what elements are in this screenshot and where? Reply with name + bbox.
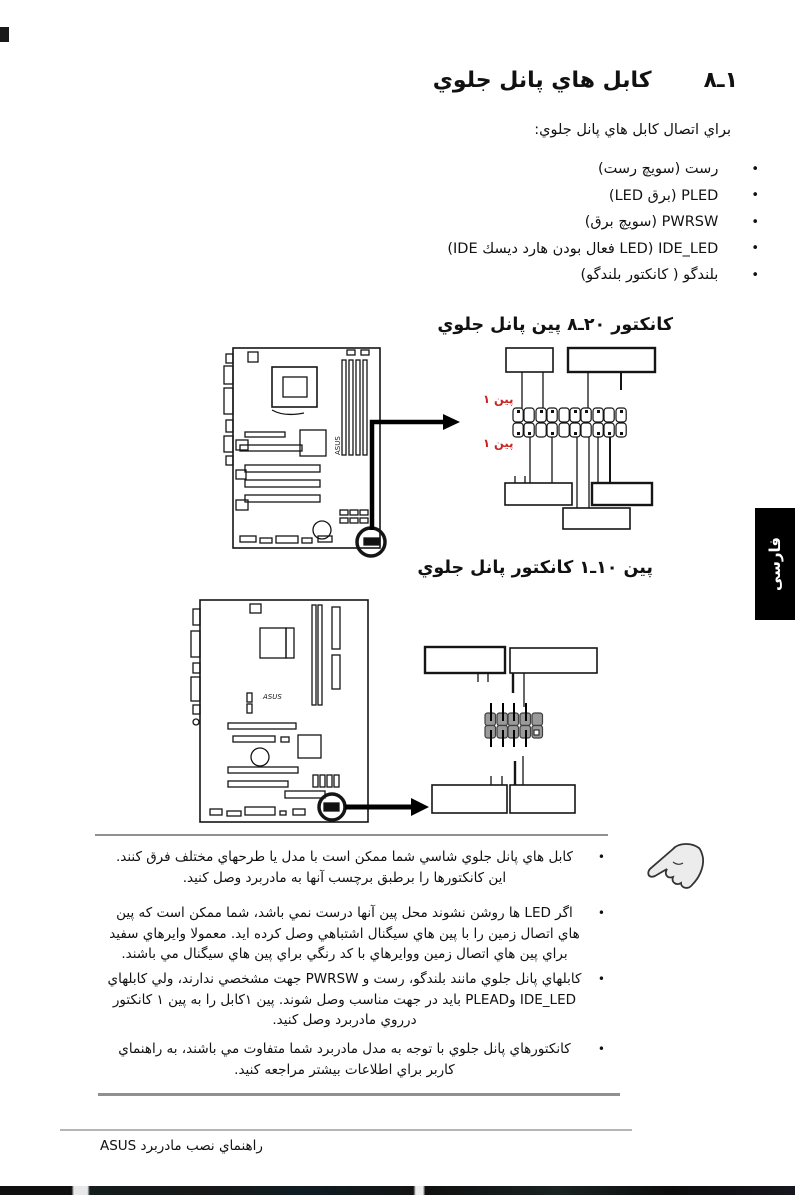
pin1-label-top: پين ۱: [483, 392, 514, 406]
bullet-icon: •: [751, 161, 759, 177]
list-item: [447, 236, 759, 263]
list-item: [447, 262, 759, 289]
language-tab: [755, 508, 795, 620]
pin1-label-bottom: پين ۱: [483, 436, 514, 450]
board-logo-text: ASUS: [263, 693, 282, 701]
bullet-icon: •: [751, 188, 759, 204]
footer-divider: [60, 1129, 632, 1131]
footer-text: راهنماي نصب مادربرد ASUS: [100, 1138, 263, 1154]
cable-label: PLED (برق LED): [608, 187, 719, 204]
cable-label: رست (سويچ رست): [597, 161, 719, 178]
bullet-icon: •: [597, 850, 605, 864]
note-text: كانكتورهاي پانل جلوي با توجه به مدل مادربرد شما متفاوت مي باشند، به راهنماي كاربر براي اطلاعات بيشتر مراجعه كنيد.: [118, 1041, 571, 1078]
pin-header-graphic: [485, 703, 543, 747]
scan-edge-artifact: [0, 1186, 795, 1195]
note-item: [105, 1039, 605, 1080]
motherboard-diagram-10-1: [185, 595, 655, 840]
callout-arrow: [345, 798, 429, 816]
bullet-icon: •: [597, 1042, 605, 1056]
language-tab-label: فارسی: [766, 536, 784, 592]
bullet-icon: •: [751, 241, 759, 257]
list-item: [447, 183, 759, 210]
motherboard-outline: [224, 348, 380, 548]
motherboard-outline: [191, 600, 368, 822]
note-text: اگر LED ها روشن نشوند محل پين آنها درست نمي باشد، شما ممكن است كه پين هاي اتصال زمين را با پين هاي سيگنال اشتباهي وصل كرده ايد. معمولا وايرهاي سفيد براي پين هاي اتصال زمين ووايرهاي با كد رنگي براي پين هاي سيگنال مي باشند.: [109, 905, 580, 962]
note-item: [105, 847, 605, 888]
note-text: كابل هاي پانل جلوي شاسي شما ممكن است با مدل يا طرحهاي مختلف فرق كنند. اين كانكتورها را برطبق برچسب آنها به مادربرد وصل كنيد.: [115, 849, 573, 886]
pointing-hand-icon: [636, 840, 714, 898]
section-title: كابل هاي پانل جلوي: [432, 68, 652, 93]
motherboard-diagram-20-8: [200, 340, 670, 568]
board-logo-text: ASUS: [334, 436, 342, 455]
list-item: [447, 156, 759, 183]
intro-text: براي اتصال كابل هاي پانل جلوي:: [534, 122, 731, 138]
diagram-10-1-heading: پين ۱۰ـ۱ كانكتور پانل جلوي: [417, 558, 653, 578]
cable-label: PWRSW (سويچ برق): [584, 214, 719, 231]
cable-label: بلندگو ( كانكتور بلندگو): [580, 267, 719, 284]
note-text: كابلهاي پانل جلوي مانند بلندگو، رست و PWRSW جهت مشخصي ندارند، ولي كابلهاي IDE_LED وPLEAD بايد در جهت مناسب وصل شوند. پين ۱كابل را به پين ۱ كانكتور درروي مادربرد وصل كنيد.: [107, 971, 582, 1028]
section-heading: [433, 68, 738, 93]
cable-label: IDE_LED (LED فعال بودن هارد ديسك IDE): [447, 240, 719, 257]
pin-header-graphic: [513, 408, 626, 437]
cable-list: [447, 156, 759, 289]
list-item: [447, 209, 759, 236]
bullet-icon: •: [751, 214, 759, 230]
bullet-icon: •: [597, 906, 605, 920]
note-item: [105, 903, 605, 965]
section-number: ۱ـ۸: [703, 68, 738, 93]
notes-top-divider: [95, 834, 608, 836]
callout-arrow: [372, 414, 460, 530]
bullet-icon: •: [751, 267, 759, 283]
notes-bottom-divider: [98, 1093, 620, 1096]
bullet-icon: •: [597, 972, 605, 986]
note-item: [105, 969, 605, 1031]
scan-corner-mark: [0, 27, 9, 42]
connector-label-boxes: [505, 348, 655, 529]
diagram-20-8-heading: كانكتور ۲۰ـ۸ پين پانل جلوي: [437, 315, 673, 335]
